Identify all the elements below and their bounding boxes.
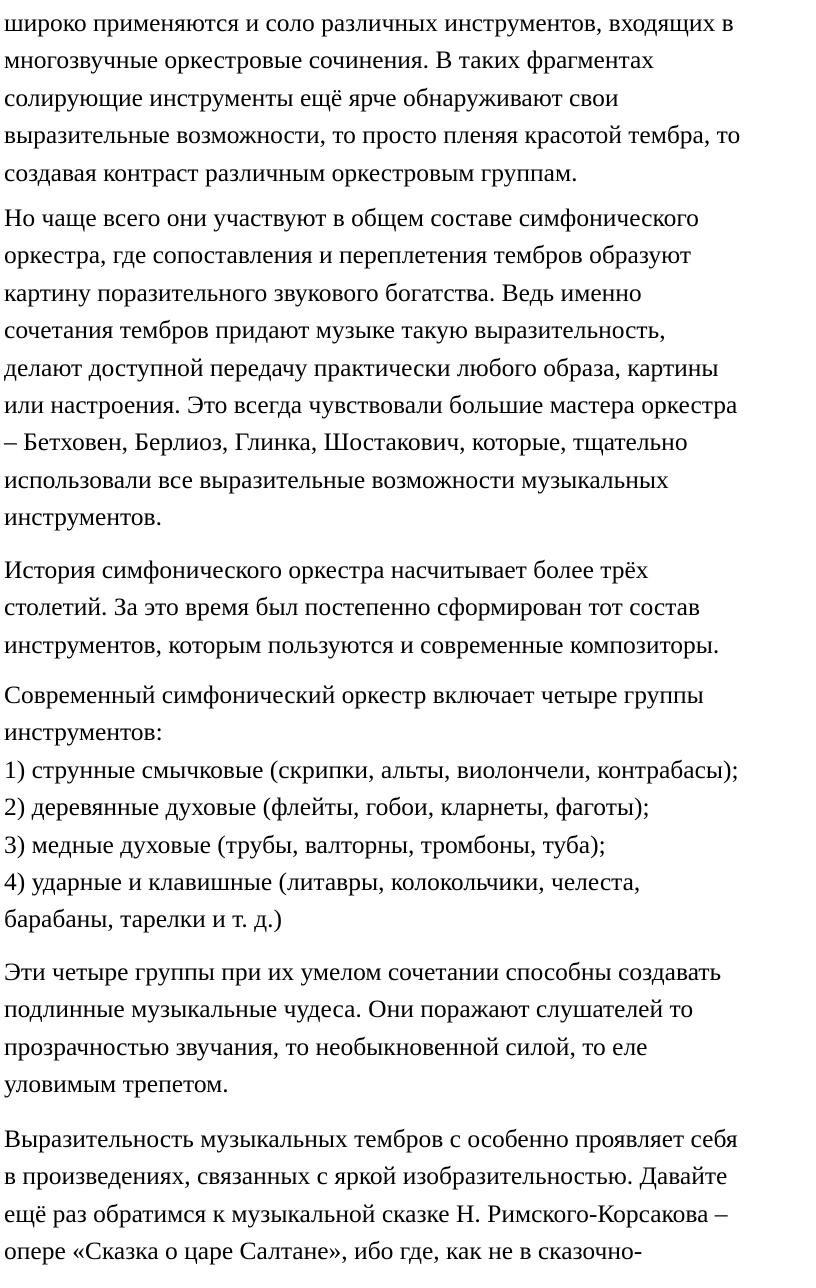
text-line: История симфонического оркестра насчитывает более трёх bbox=[4, 555, 649, 584]
list-item-percussion-continued: барабаны, тарелки и т. д.) bbox=[4, 904, 282, 934]
text-line: Современный симфонический оркестр включает четыре группы bbox=[4, 680, 704, 709]
text-line: подлинные музыкальные чудеса. Они поражают слушателей то bbox=[4, 994, 694, 1024]
text-line: использовали все выразительные возможности музыкальных bbox=[4, 464, 669, 494]
list-item-percussion: 4) ударные и клавишные (литавры, колокольчики, челеста, bbox=[4, 867, 641, 897]
text-line: столетий. За это время был постепенно сформирован тот состав bbox=[4, 592, 701, 622]
paragraph-solo-instruments bbox=[4, 4, 812, 191]
list-item-woodwinds: 2) деревянные духовые (флейты, гобои, кларнеты, фаготы); bbox=[4, 792, 650, 822]
paragraph-tsar-saltan bbox=[4, 1120, 812, 1270]
text-line: инструментов. bbox=[4, 502, 162, 532]
text-line: сочетания тембров придают музыке такую выразительность, bbox=[4, 315, 666, 345]
text-line: уловимым трепетом. bbox=[4, 1069, 229, 1099]
text-line: или настроения. Это всегда чувствовали большие мастера оркестра bbox=[4, 390, 738, 420]
text-line: инструментов, которым пользуются и современные композиторы. bbox=[4, 629, 720, 659]
text-line: оркестра, где сопоставления и переплетения тембров образуют bbox=[4, 240, 692, 270]
list-item-brass: 3) медные духовые (трубы, валторны, тромбоны, туба); bbox=[4, 829, 606, 859]
text-line: многозвучные оркестровые сочинения. В таких фрагментах bbox=[4, 45, 655, 75]
paragraph-instrument-groups bbox=[4, 676, 812, 938]
text-line: инструментов: bbox=[4, 717, 163, 747]
text-line: Эти четыре группы при их умелом сочетании способны создавать bbox=[4, 957, 722, 986]
text-line: выразительные возможности, то просто пленяя красотой тембра, то bbox=[4, 120, 741, 150]
text-line: ещё раз обратимся к музыкальной сказке Н. Римского-Корсакова – bbox=[4, 1198, 728, 1228]
text-line: – Бетховен, Берлиоз, Глинка, Шостакович, которые, тщательно bbox=[4, 427, 688, 457]
text-line: солирующие инструменты ещё ярче обнаруживают свои bbox=[4, 82, 619, 112]
text-line: картину поразительного звукового богатства. Ведь именно bbox=[4, 277, 642, 307]
paragraph-musical-wonders bbox=[4, 953, 812, 1103]
text-line: делают доступной передачу практически любого образа, картины bbox=[4, 352, 719, 382]
text-line: в произведениях, связанных с яркой изобразительностью. Давайте bbox=[4, 1161, 728, 1191]
paragraph-orchestra-history bbox=[4, 551, 812, 663]
paragraph-orchestra-timbres bbox=[4, 199, 812, 536]
text-line: прозрачностью звучания, то необыкновенной силой, то еле bbox=[4, 1031, 648, 1061]
text-line: опере «Сказка о царе Салтане», ибо где, как не в сказочно- bbox=[4, 1236, 643, 1266]
text-line: широко применяются и соло различных инструментов, входящих в bbox=[4, 8, 734, 37]
list-item-strings: 1) струнные смычковые (скрипки, альты, виолончели, контрабасы); bbox=[4, 754, 739, 784]
text-line: Выразительность музыкальных тембров с особенно проявляет себя bbox=[4, 1124, 738, 1153]
text-line: Но чаще всего они участвуют в общем составе симфонического bbox=[4, 203, 699, 232]
text-line: создавая контраст различным оркестровым группам. bbox=[4, 157, 578, 187]
